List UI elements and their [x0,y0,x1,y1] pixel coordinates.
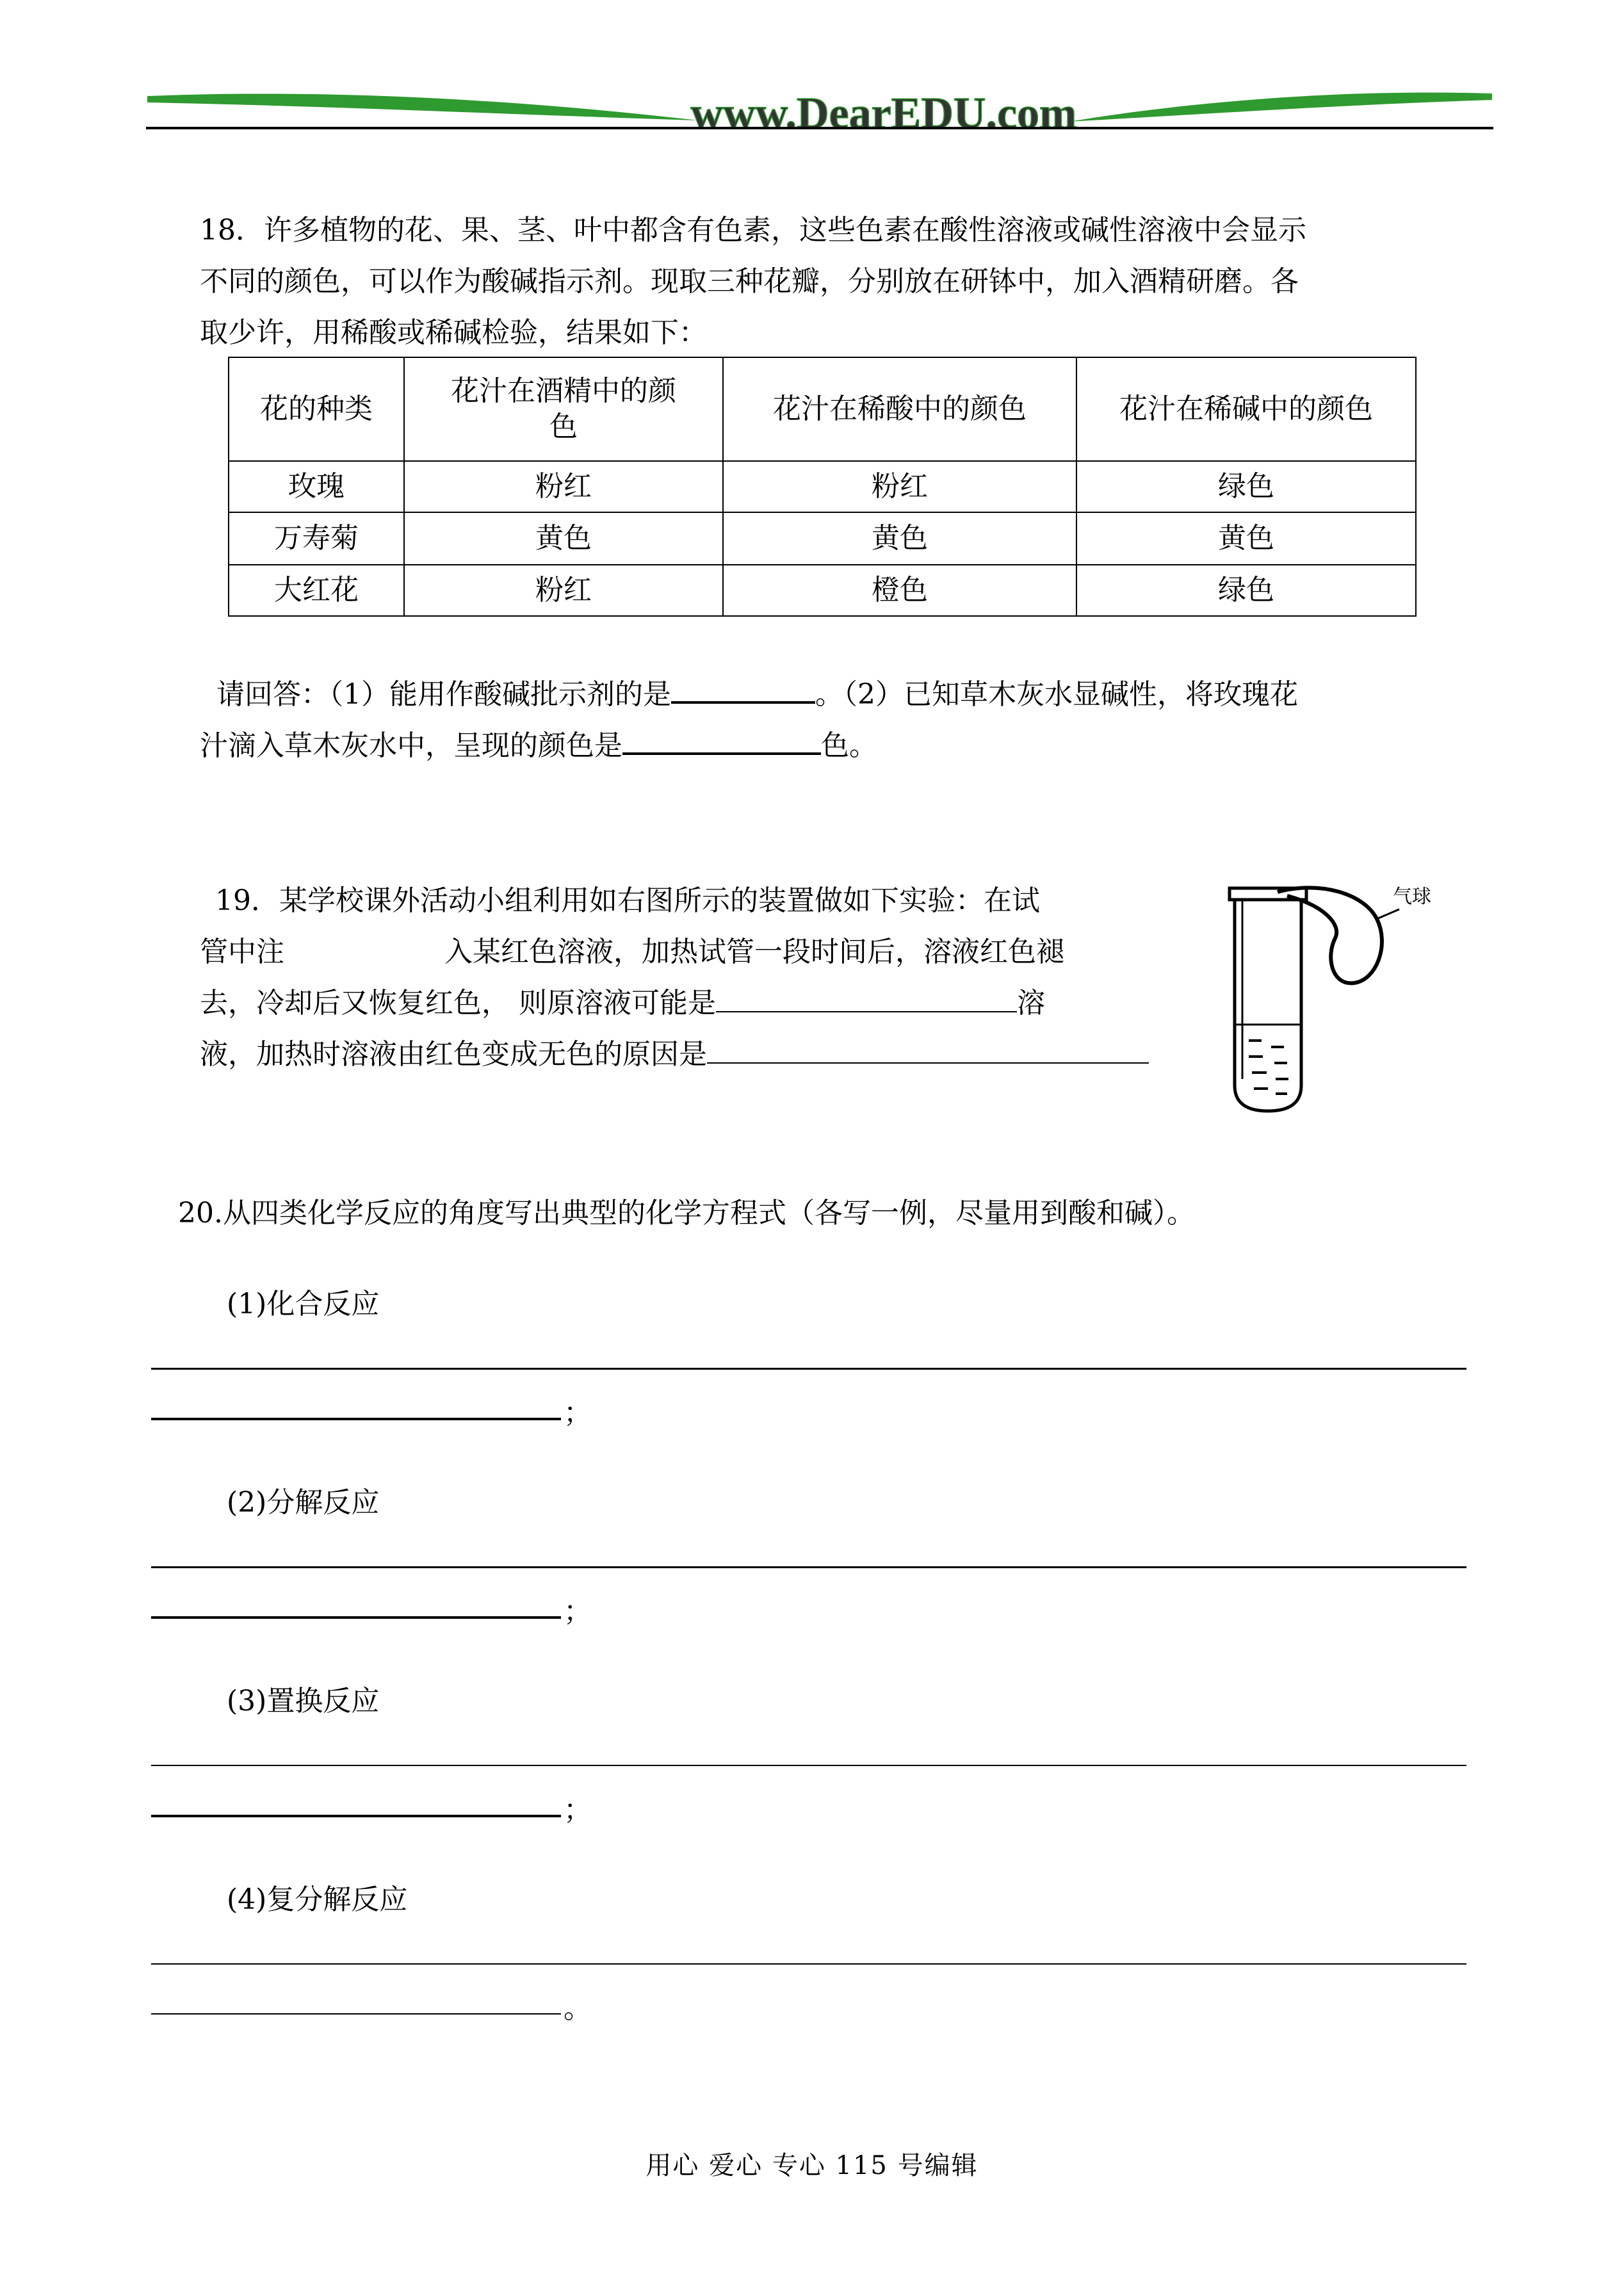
table-header-cell: 花汁在稀酸中的颜色 [723,357,1076,461]
q19-text: 液，加热时溶液由红色变成无色的原因是 [200,1038,707,1071]
header-logo [147,76,1492,140]
q20-item-label-3: (3)置换反应 [227,1685,380,1717]
site-logo-text: www.DearEDU.com [690,89,1077,138]
q19-line1: 19．某学校课外活动小组利用如右图所示的装置做如下实验：在试 [215,884,1040,917]
q19-text: 管中注 [200,936,284,968]
label-pointer [1377,909,1399,919]
table-cell: 绿色 [1076,461,1416,512]
q20-answer-line-2a[interactable] [151,1566,1466,1568]
table-header-cell: 花汁在稀碱中的颜色 [1076,357,1416,461]
q19-text: 入某红色溶液，加热试管一段时间后，溶液红色褪 [444,936,1064,968]
table-header-cell: 花的种类 [229,357,404,461]
header-line: 色 [549,410,578,443]
q19-answer-blank-2[interactable] [707,1033,1149,1064]
table-row [229,512,1416,565]
q20-item-label-2: (2)分解反应 [227,1486,380,1519]
q20-answer-line-4a[interactable] [151,1963,1466,1965]
q18-prompt-4: 色。 [821,729,877,762]
q18-prompt-3: 汁滴入草木灰水中，呈现的颜色是 [200,729,622,762]
q18-answer-line2 [200,720,877,772]
q20-intro: 20.从四类化学反应的角度写出典型的化学方程式（各写一例，尽量用到酸和碱）。 [178,1197,1195,1229]
page-footer: 用心 爱心 专心 115 号编辑 [646,2151,978,2180]
header-line: 花汁在酒精中的颜 [451,375,676,407]
q18-line1: 18．许多植物的花、果、茎、叶中都含有色素，这些色素在酸性溶液或碱性溶液中会显示 [200,214,1306,247]
q18-answer-blank-2[interactable] [622,723,821,755]
header-rule [146,127,1493,129]
table-header-cell [404,357,723,461]
left-leaf-swoosh [147,93,698,120]
q20-item-end-1: ； [564,1397,592,1429]
q20-answer-line-3a[interactable] [151,1765,1466,1766]
q20-item-end-3: ； [564,1794,592,1826]
test-tube-figure [1217,874,1447,1130]
q19-line3 [200,978,1045,1029]
q19-text: 去，冷却后又恢复红色， 则原溶液可能是 [200,987,716,1019]
q18-answer-blank-1[interactable] [671,672,815,704]
table-cell: 粉红 [404,461,723,512]
q18-prompt-2: 。（2）已知草木灰水显碱性，将玫瑰花 [815,678,1298,711]
table-cell: 粉红 [404,565,723,616]
table-cell: 大红花 [229,565,404,616]
q19-line2 [200,927,1064,978]
table-cell: 绿色 [1076,565,1416,616]
q19-answer-blank-1[interactable] [716,982,1017,1012]
table-cell: 黄色 [404,512,723,565]
table-cell: 黄色 [723,512,1076,565]
balloon-label: 气球 [1393,886,1431,908]
solution-dashes [1249,1041,1288,1094]
table-cell: 粉红 [723,461,1076,512]
q20-item-label-4: (4)复分解反应 [227,1883,408,1916]
q20-answer-line-1b[interactable] [151,1418,561,1420]
table-cell: 万寿菊 [229,512,404,565]
balloon-icon [1278,888,1382,983]
test-tube-icon [1230,888,1306,1111]
q19-line4 [200,1029,1149,1080]
q18-results-table [228,357,1417,617]
table-cell: 橙色 [723,565,1076,616]
q20-item-end-2: ； [564,1595,592,1628]
q20-answer-line-4b[interactable] [151,2013,561,2015]
q18-answer-line1 [216,669,1298,720]
table-row [229,461,1416,512]
table-cell: 玫瑰 [229,461,404,512]
q20-answer-line-3b[interactable] [151,1815,561,1817]
q19-text: 溶 [1017,987,1045,1019]
q20-item-end-4: 。 [564,1992,592,2025]
q18-prompt-1: 请回答：（1）能用作酸碱批示剂的是 [216,678,671,711]
q18-line3: 取少许，用稀酸或稀碱检验，结果如下： [200,316,707,349]
right-leaf-swoosh [1069,92,1492,122]
q20-item-label-1: (1)化合反应 [227,1288,380,1320]
q18-line2: 不同的颜色，可以作为酸碱指示剂。现取三种花瓣，分别放在研钵中，加入酒精研磨。各 [200,265,1299,298]
table-cell: 黄色 [1076,512,1416,565]
q20-answer-line-2b[interactable] [151,1616,561,1619]
q20-answer-line-1a[interactable] [151,1368,1466,1370]
table-row [229,565,1416,616]
table-header-row [229,357,1416,461]
